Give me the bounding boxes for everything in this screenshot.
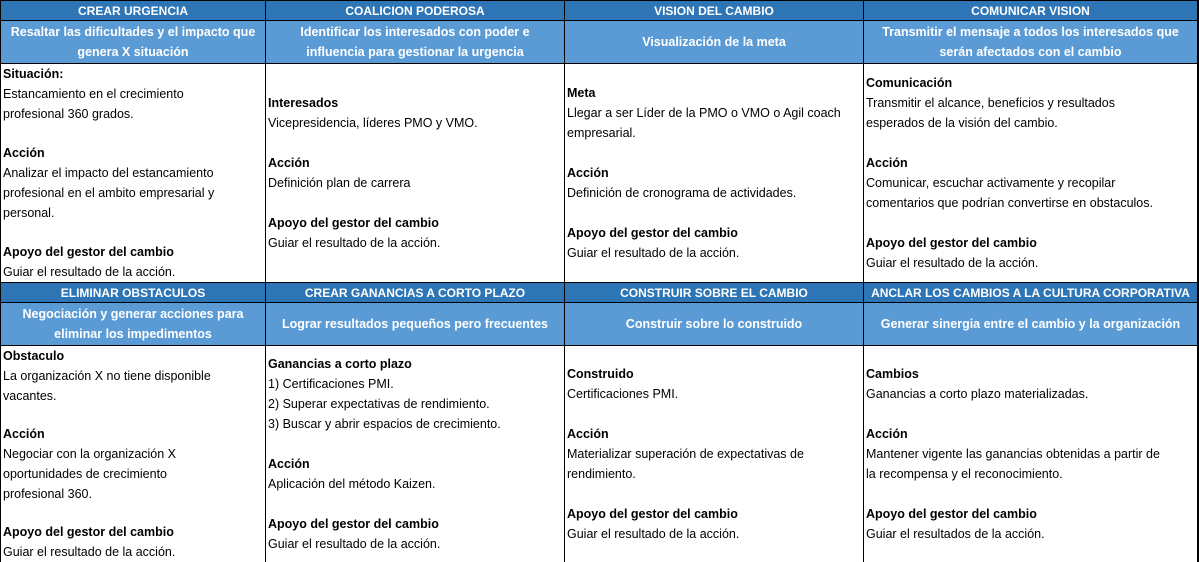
block-label: Acción bbox=[268, 457, 310, 471]
subheader-vision-del-cambio: Visualización de la meta bbox=[565, 21, 863, 63]
block-spacer bbox=[567, 203, 861, 223]
block-spacer bbox=[268, 494, 562, 514]
block-text-line: Analizar el impacto del estancamiento bbox=[3, 166, 214, 180]
block-text-line: la recompensa y el reconocimiento. bbox=[866, 467, 1063, 481]
block-text-line: Certificaciones PMI. bbox=[567, 387, 679, 401]
body-eliminar-obstaculos bbox=[1, 346, 265, 562]
block-text-line: personal. bbox=[3, 206, 55, 220]
block-spacer bbox=[866, 404, 1195, 424]
block-text-line: oportunidades de crecimiento bbox=[3, 467, 167, 481]
subheader-crear-ganancias: Lograr resultados pequeños pero frecuentes bbox=[266, 303, 564, 345]
block-text-line: Aplicación del método Kaizen. bbox=[268, 477, 436, 491]
block-label: Cambios bbox=[866, 367, 919, 381]
block-spacer bbox=[866, 133, 1195, 153]
block-label: Comunicación bbox=[866, 76, 953, 90]
header-crear-urgencia: CREAR URGENCIA bbox=[1, 1, 265, 20]
block-spacer bbox=[866, 484, 1195, 504]
body-anclar-los-cambios bbox=[864, 346, 1197, 562]
block-text-line: 2) Superar expectativas de rendimiento. bbox=[268, 397, 490, 411]
block-spacer bbox=[3, 124, 263, 143]
block-spacer bbox=[268, 434, 562, 454]
block-text-line: Guiar el resultado de la acción. bbox=[866, 256, 1039, 270]
header-vision-del-cambio: VISION DEL CAMBIO bbox=[565, 1, 863, 20]
subheader-coalicion-poderosa: Identificar los interesados con poder e influencia para gestionar la urgencia bbox=[266, 21, 564, 63]
block-text-line: Guiar el resultado de la acción. bbox=[3, 545, 176, 559]
block-label: Situación: bbox=[3, 67, 64, 81]
block-label: Construido bbox=[567, 367, 634, 381]
block-text-line: profesional 360. bbox=[3, 487, 92, 501]
block-spacer bbox=[567, 484, 861, 504]
subheader-construir-sobre-el-cambio: Construir sobre lo construido bbox=[565, 303, 863, 345]
block-spacer bbox=[3, 406, 263, 424]
block-text-line: empresarial. bbox=[567, 126, 636, 140]
body-crear-urgencia bbox=[1, 64, 265, 282]
block-label: Acción bbox=[3, 146, 45, 160]
block-text-line: Guiar el resultado de la acción. bbox=[567, 527, 740, 541]
subheader-eliminar-obstaculos: Negociación y generar acciones para eliminar los impedimentos bbox=[1, 303, 265, 345]
subheader-comunicar-vision: Transmitir el mensaje a todos los interesados que serán afectados con el cambio bbox=[864, 21, 1197, 63]
block-spacer bbox=[268, 133, 562, 153]
block-text-line: comentarios que podrían convertirse en obstaculos. bbox=[866, 196, 1153, 210]
block-label: Acción bbox=[567, 427, 609, 441]
block-spacer bbox=[268, 193, 562, 213]
block-text-line: Transmitir el alcance, beneficios y resultados bbox=[866, 96, 1115, 110]
block-label: Acción bbox=[3, 427, 45, 441]
block-label: Apoyo del gestor del cambio bbox=[866, 507, 1037, 521]
block-text-line: Guiar el resultados de la acción. bbox=[866, 527, 1045, 541]
block-text-line: Materializar superación de expectativas de bbox=[567, 447, 804, 461]
block-text-line: Estancamiento en el crecimiento bbox=[3, 87, 184, 101]
block-text-line: Negociar con la organización X bbox=[3, 447, 177, 461]
block-label: Apoyo del gestor del cambio bbox=[268, 517, 439, 531]
block-text-line: Guiar el resultado de la acción. bbox=[268, 537, 441, 551]
header-construir-sobre-el-cambio: CONSTRUIR SOBRE EL CAMBIO bbox=[565, 283, 863, 302]
block-label: Acción bbox=[866, 427, 908, 441]
block-text-line: Definición plan de carrera bbox=[268, 176, 411, 190]
block-spacer bbox=[3, 504, 263, 522]
block-text-line: Mantener vigente las ganancias obtenidas a partir de bbox=[866, 447, 1160, 461]
block-text-line: profesional 360 grados. bbox=[3, 107, 134, 121]
block-label: Acción bbox=[567, 166, 609, 180]
block-text-line: 1) Certificaciones PMI. bbox=[268, 377, 394, 391]
block-text-line: Guiar el resultado de la acción. bbox=[268, 236, 441, 250]
block-text-line: profesional en el ambito empresarial y bbox=[3, 186, 215, 200]
block-label: Acción bbox=[268, 156, 310, 170]
block-text-line: esperados de la visión del cambio. bbox=[866, 116, 1058, 130]
block-text-line: Ganancias a corto plazo materializadas. bbox=[866, 387, 1089, 401]
body-comunicar-vision bbox=[864, 64, 1197, 282]
block-label: Interesados bbox=[268, 96, 339, 110]
subheader-crear-urgencia: Resaltar las dificultades y el impacto que genera X situación bbox=[1, 21, 265, 63]
subheader-anclar-los-cambios: Generar sinergia entre el cambio y la organización bbox=[864, 303, 1197, 345]
block-label: Apoyo del gestor del cambio bbox=[567, 226, 738, 240]
block-label: Apoyo del gestor del cambio bbox=[3, 245, 174, 259]
block-text-line: Guiar el resultado de la acción. bbox=[3, 265, 176, 279]
block-label: Apoyo del gestor del cambio bbox=[567, 507, 738, 521]
block-text-line: 3) Buscar y abrir espacios de crecimiento. bbox=[268, 417, 501, 431]
block-spacer bbox=[567, 143, 861, 163]
block-label: Acción bbox=[866, 156, 908, 170]
body-construir-sobre-el-cambio bbox=[565, 346, 863, 562]
block-text-line: Guiar el resultado de la acción. bbox=[567, 246, 740, 260]
header-crear-ganancias: CREAR GANANCIAS A CORTO PLAZO bbox=[266, 283, 564, 302]
header-eliminar-obstaculos: ELIMINAR OBSTACULOS bbox=[1, 283, 265, 302]
block-label: Apoyo del gestor del cambio bbox=[3, 525, 174, 539]
body-coalicion-poderosa bbox=[266, 64, 564, 282]
block-text-line: rendimiento. bbox=[567, 467, 636, 481]
block-text-line: vacantes. bbox=[3, 389, 57, 403]
body-crear-ganancias bbox=[266, 346, 564, 562]
block-spacer bbox=[866, 213, 1195, 233]
header-comunicar-vision: COMUNICAR VISION bbox=[864, 1, 1197, 20]
block-text-line: Vicepresidencia, líderes PMO y VMO. bbox=[268, 116, 478, 130]
block-spacer bbox=[3, 223, 263, 242]
block-text-line: Definición de cronograma de actividades. bbox=[567, 186, 797, 200]
block-label: Meta bbox=[567, 86, 596, 100]
header-coalicion-poderosa: COALICION PODEROSA bbox=[266, 1, 564, 20]
block-text-line: Llegar a ser Líder de la PMO o VMO o Agil coach bbox=[567, 106, 841, 120]
block-spacer bbox=[567, 404, 861, 424]
block-label: Apoyo del gestor del cambio bbox=[268, 216, 439, 230]
block-label: Ganancias a corto plazo bbox=[268, 357, 412, 371]
block-label: Apoyo del gestor del cambio bbox=[866, 236, 1037, 250]
block-text-line: La organización X no tiene disponible bbox=[3, 369, 211, 383]
body-vision-del-cambio bbox=[565, 64, 863, 282]
header-anclar-los-cambios: ANCLAR LOS CAMBIOS A LA CULTURA CORPORATIVA bbox=[864, 283, 1197, 302]
block-label: Obstaculo bbox=[3, 349, 65, 363]
block-text-line: Comunicar, escuchar activamente y recopilar bbox=[866, 176, 1116, 190]
